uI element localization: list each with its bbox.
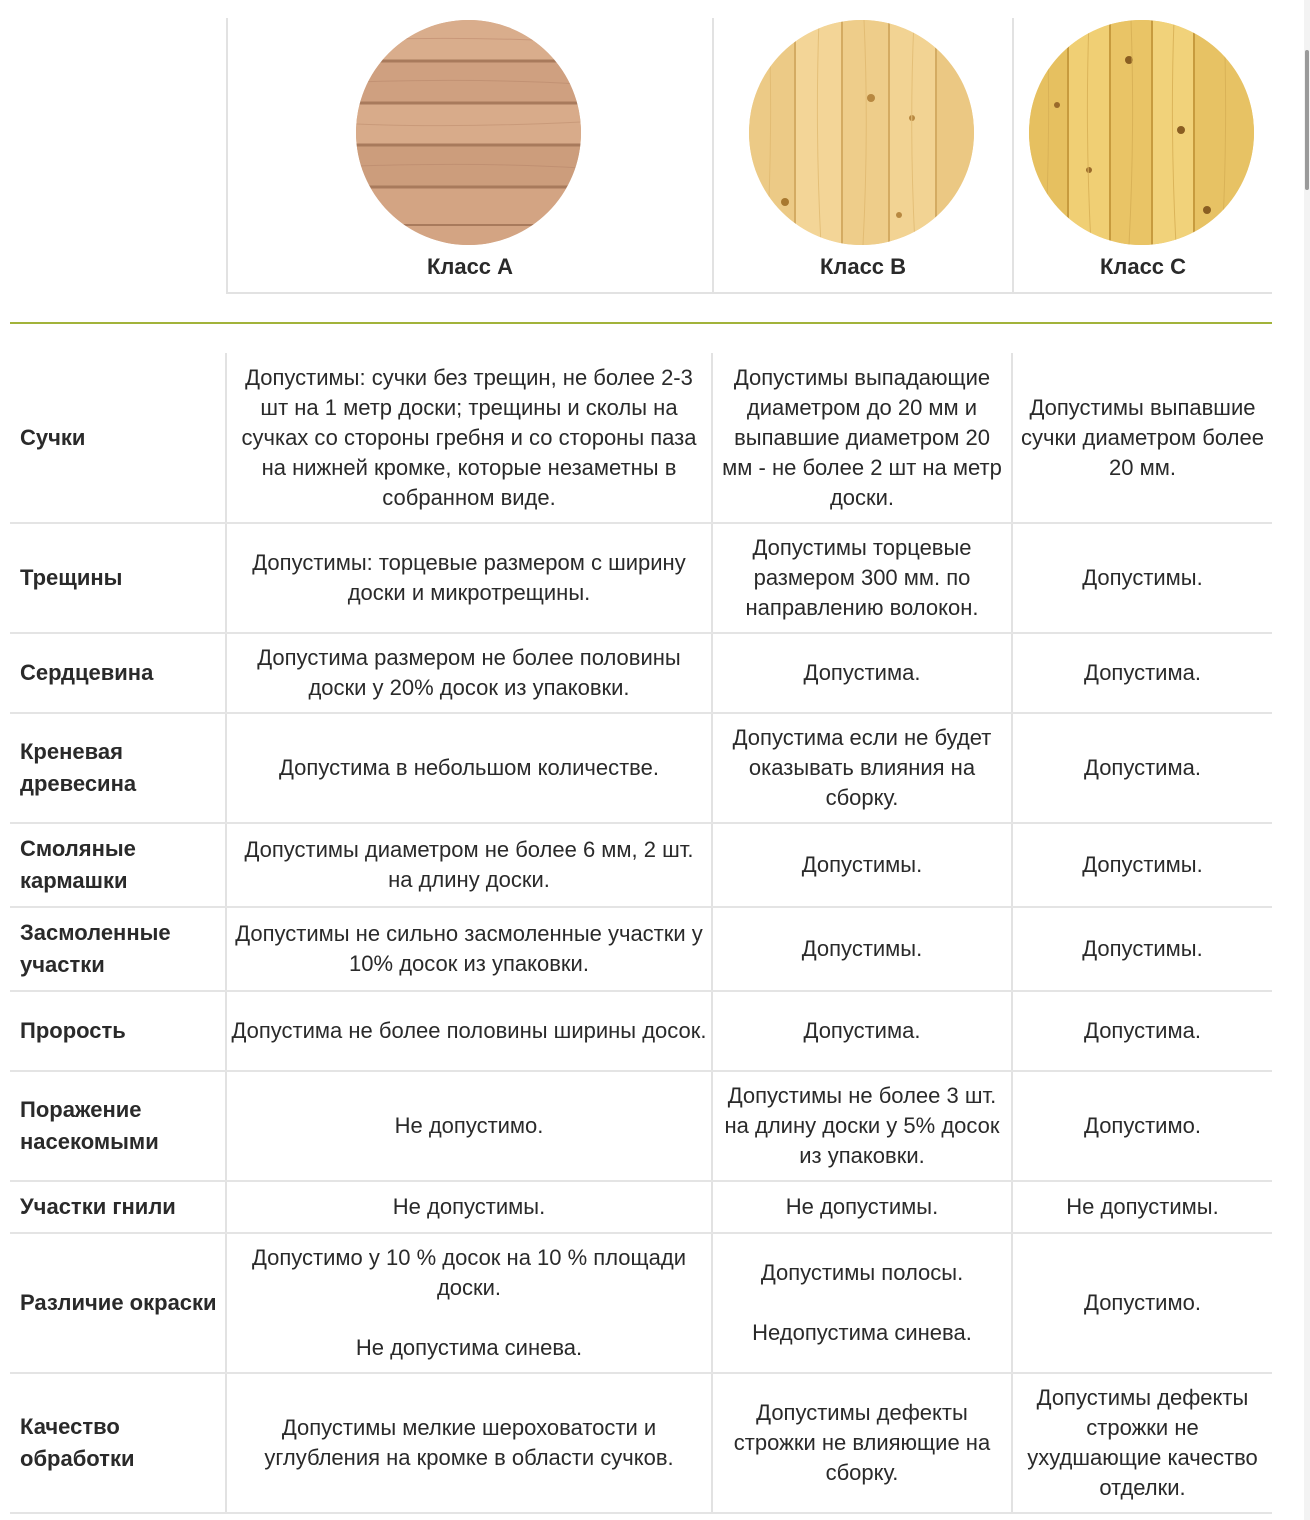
class-a-cell: Допустима размером не более половины доски у 20% досок из упаковки. xyxy=(226,633,712,713)
class-a-wood-sample xyxy=(356,20,581,245)
class-a-label: Класс А xyxy=(426,254,514,279)
class-a-cell: Допустима не более половины ширины досок. xyxy=(226,991,712,1071)
row-label: Различие окраски xyxy=(10,1233,226,1373)
class-b-cell: Допустимы торцевые размером 300 мм. по направлению волокон. xyxy=(712,523,1012,633)
class-header xyxy=(0,0,1310,295)
class-b-cell: Допустимы. xyxy=(712,907,1012,991)
class-c-cell: Допустима. xyxy=(1012,991,1272,1071)
class-c-cell: Допустима. xyxy=(1012,633,1272,713)
row-label: Поражение насекомыми xyxy=(10,1071,226,1181)
class-a-column xyxy=(228,0,712,293)
table-row xyxy=(10,1181,1272,1233)
class-a-cell: Не допустимо. xyxy=(226,1071,712,1181)
class-c-cell: Допустимы. xyxy=(1012,823,1272,907)
class-b-wood-sample xyxy=(749,20,974,245)
class-c-label: Класс С xyxy=(1099,254,1187,279)
class-c-cell: Допустимы выпавшие сучки диаметром более 20 мм. xyxy=(1012,353,1272,523)
class-c-wood-sample xyxy=(1029,20,1254,245)
table-row xyxy=(10,823,1272,907)
class-a-cell: Допустимы: торцевые размером с ширину доски и микротрещины. xyxy=(226,523,712,633)
class-b-cell: Допустима если не будет оказывать влияния на сборку. xyxy=(712,713,1012,823)
class-b-cell: Допустимы полосы. Недопустима синева. xyxy=(712,1233,1012,1373)
row-label: Участки гнили xyxy=(10,1181,226,1233)
row-label: Прорость xyxy=(10,991,226,1071)
table-row xyxy=(10,991,1272,1071)
row-label: Засмоленные участки xyxy=(10,907,226,991)
row-label: Качество обработки xyxy=(10,1373,226,1513)
class-b-cell: Допустимы выпадающие диаметром до 20 мм и выпавшие диаметром 20 мм - не более 2 шт на метр доски. xyxy=(712,353,1012,523)
class-b-cell: Допустимы. xyxy=(712,823,1012,907)
class-c-cell: Допустимо. xyxy=(1012,1071,1272,1181)
table-row xyxy=(10,633,1272,713)
class-c-cell: Допустима. xyxy=(1012,713,1272,823)
table-row xyxy=(10,907,1272,991)
class-b-cell: Допустима. xyxy=(712,991,1012,1071)
row-label: Креневая древесина xyxy=(10,713,226,823)
class-a-cell: Допустима в небольшом количестве. xyxy=(226,713,712,823)
class-a-cell: Допустимы не сильно засмоленные участки у 10% досок из упаковки. xyxy=(226,907,712,991)
page-scrollbar[interactable] xyxy=(1304,0,1310,1520)
class-b-label: Класс В xyxy=(819,254,907,279)
class-a-cell: Не допустимы. xyxy=(226,1181,712,1233)
class-b-cell: Допустима. xyxy=(712,633,1012,713)
class-a-cell: Допустимы мелкие шероховатости и углубления на кромке в области сучков. xyxy=(226,1373,712,1513)
class-c-cell: Допустимы дефекты строжки не ухудшающие качество отделки. xyxy=(1012,1373,1272,1513)
class-b-column xyxy=(714,0,1012,293)
section-divider xyxy=(10,322,1272,324)
class-a-cell: Допустимы диаметром не более 6 мм, 2 шт. на длину доски. xyxy=(226,823,712,907)
row-label: Трещины xyxy=(10,523,226,633)
row-label: Сердцевина xyxy=(10,633,226,713)
table-row xyxy=(10,1373,1272,1513)
table-row xyxy=(10,353,1272,523)
header-bottom-line xyxy=(227,292,1272,294)
row-label: Смоляные кармашки xyxy=(10,823,226,907)
class-a-cell: Допустимо у 10 % досок на 10 % площади доски. Не допустима синева. xyxy=(226,1233,712,1373)
table-row xyxy=(10,713,1272,823)
grade-comparison-table xyxy=(10,353,1272,1514)
class-c-cell: Допустимы. xyxy=(1012,523,1272,633)
table-row xyxy=(10,1233,1272,1373)
class-c-cell: Допустимы. xyxy=(1012,907,1272,991)
table-row xyxy=(10,523,1272,633)
class-c-column xyxy=(1014,0,1272,293)
class-b-cell: Допустимы не более 3 шт. на длину доски у 5% досок из упаковки. xyxy=(712,1071,1012,1181)
class-b-cell: Не допустимы. xyxy=(712,1181,1012,1233)
class-c-cell: Не допустимы. xyxy=(1012,1181,1272,1233)
class-a-cell: Допустимы: сучки без трещин, не более 2-3 шт на 1 метр доски; трещины и сколы на сучках со стороны гребня и со стороны паза на нижней кромке, которые незаметны в собранном виде. xyxy=(226,353,712,523)
scrollbar-thumb[interactable] xyxy=(1305,50,1309,190)
row-label: Сучки xyxy=(10,353,226,523)
class-c-cell: Допустимо. xyxy=(1012,1233,1272,1373)
class-b-cell: Допустимы дефекты строжки не влияющие на сборку. xyxy=(712,1373,1012,1513)
table-row xyxy=(10,1071,1272,1181)
